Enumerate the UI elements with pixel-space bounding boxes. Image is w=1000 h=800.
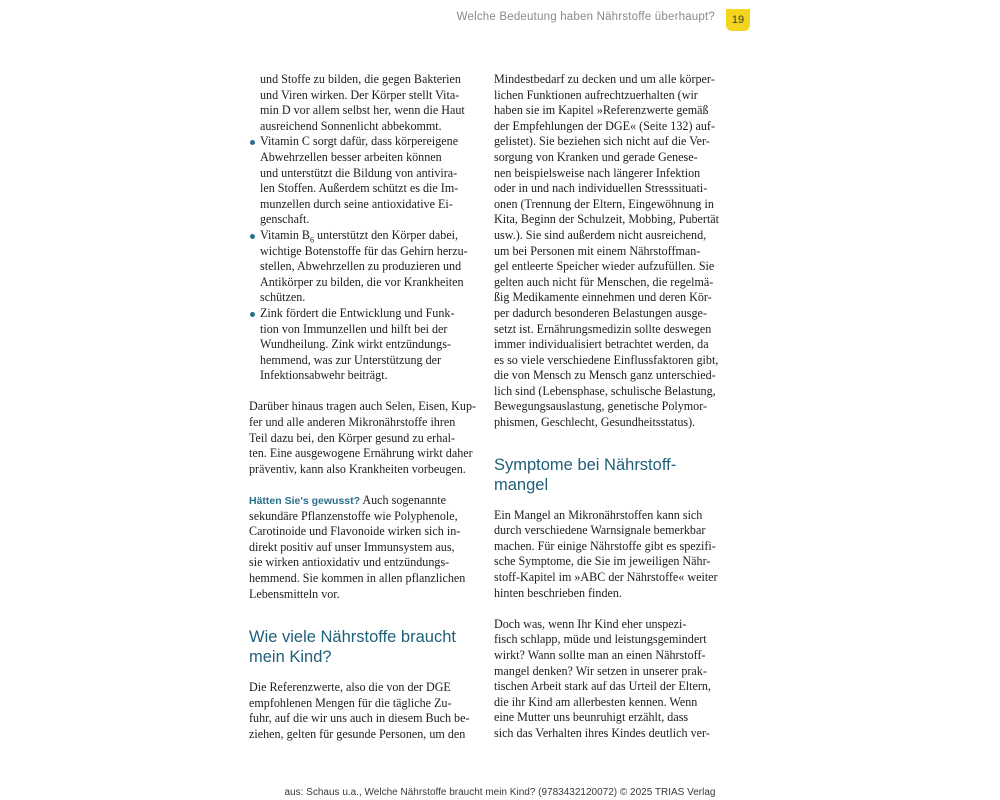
running-header <box>0 9 1000 31</box>
tip-box: Hätten Sie's gewusst? Auch sogenannte sekundäre Pflanzenstoffe wie Polyphenole, Carotinoide und Flavonoide wirken sich in- direkt positiv auf unser Immunsystem aus, sie wirken antioxidativ und entzündungs- hemmend. Sie kommen in allen pflanzlichen Lebensmitteln vor. <box>249 493 466 601</box>
paragraph-micronutrients: Darüber hinaus tragen auch Selen, Eisen, Kup- fer und alle anderen Mikronährstoffe ihren Teil dazu bei, den Körper gesund zu erhal- ten. Eine ausgewogene Ernährung wirkt daher präventiv, kann also Krankheiten vorbeugen. <box>249 399 477 476</box>
right-column <box>494 72 720 742</box>
paragraph-warning-signs: Ein Mangel an Mikronährstoffen kann sich durch verschiedene Warnsignale bemerkbar machen. Für einige Nährstoffe gibt es spezifi- sche Symptome, die Sie im jeweiligen Nähr- stoff-Kapitel im »ABC der Nährstoffe« weiter hinten beschrieben finden. <box>494 507 718 600</box>
bullet-vitamin-c: Vitamin C sorgt dafür, dass körpereigene Abwehrzellen besser arbeiten können und unterstützt die Bildung von antivira- len Stoffen. Außerdem schützt es die Im- munzellen durch seine antioxidative Ei- genschaft. <box>249 134 471 228</box>
section-heading-symptoms: Symptome bei Nährstoff- mangel <box>494 455 677 494</box>
running-title: Welche Bedeutung haben Nährstoffe überhaupt? <box>456 11 715 23</box>
section-heading-how-many-nutrients: Wie viele Nährstoffe braucht mein Kind? <box>249 628 456 667</box>
bullet-zink: Zink fördert die Entwicklung und Funk- tion von Immunzellen und hilft bei der Wundheilung. Zink wirkt entzündungs- hemmend, was zur Unterstützung der Infektionsabwehr beiträgt. <box>249 306 471 384</box>
paragraph-reference-values: Die Referenzwerte, also die von der DGE empfohlenen Mengen für die tägliche Zu- fuhr, auf die wir uns auch in diesem Buch be- ziehen, gelten für gesunde Personen, um den <box>249 680 470 741</box>
source-footer: aus: Schaus u.a., Welche Nährstoffe braucht mein Kind? (9783432120072) © 2025 TRIAS Verlag <box>284 787 716 798</box>
page-number-badge: 19 <box>726 9 750 31</box>
tip-label: Hätten Sie's gewusst? <box>249 495 361 508</box>
intro-paragraph: und Stoffe zu bilden, die gegen Bakterien und Viren wirken. Der Körper stellt Vita- min D vor allem selbst her, wenn die Haut ausreichend Sonnenlicht abbekommt. <box>260 72 465 133</box>
left-column <box>249 72 477 743</box>
paragraph-parents-judgement: Doch was, wenn Ihr Kind eher unspezi- fisch schlapp, müde und leistungsgemindert wirkt? Wann sollte man an einen Nährstoff- mangel denken? Wir setzen in unserer prak- tischen Arbeit stark auf das Urteil der Eltern, die ihr Kind am allerbesten kennen. Wenn eine Mutter uns beunruhigt erzählt, dass sich das Verhalten ihres Kindes deutlich ver- <box>494 616 711 740</box>
bullet-vitamin-b6: Vitamin $B_6$ unterstützt den Körper dabei, wichtige Botenstoffe für das Gehirn herzu- stellen, Abwehrzellen zu produzieren und Antikörper zu bilden, die vor Krankheiten schützen. <box>249 228 471 306</box>
paragraph-minimum-requirement: Mindestbedarf zu decken und um alle körper- lichen Funktionen aufrechtzuerhalten (wir haben sie im Kapitel »Referenzwerte gemäß der Empfehlungen der DGE« (Seite 132) auf- gelistet). Sie beziehen sich nicht auf die Ver- sorgung von Kranken und gerade Genese- nen beispielsweise nach längerer Infektion oder in und nach individuellen Stresssituati- onen (Trennung der Eltern, Eingewöhnung in Kita, Beginn der Schulzeit, Mobbing, Pubertät usw.). Sie sind außerdem nicht ausreichend, um bei Personen mit einem Nährstoffman- gel entleerte Speicher wieder aufzufüllen. Sie gelten auch nicht für Menschen, die regelmä- ßig Medikamente einnehmen und deren Kör- per dadurch besonderen Belastungen ausge- setzt ist. Ernährungsmedizin sollte deswegen immer individualisiert betrachtet werden, da es so viele verschiedene Einflussfaktoren gibt, die von Mensch zu Mensch ganz unterschied- lich sind (Lebensphase, schulische Belastung, Bewegungsauslastung, genetische Polymor- phismen, Geschlecht, Gesundheitsstatus). <box>494 72 720 430</box>
